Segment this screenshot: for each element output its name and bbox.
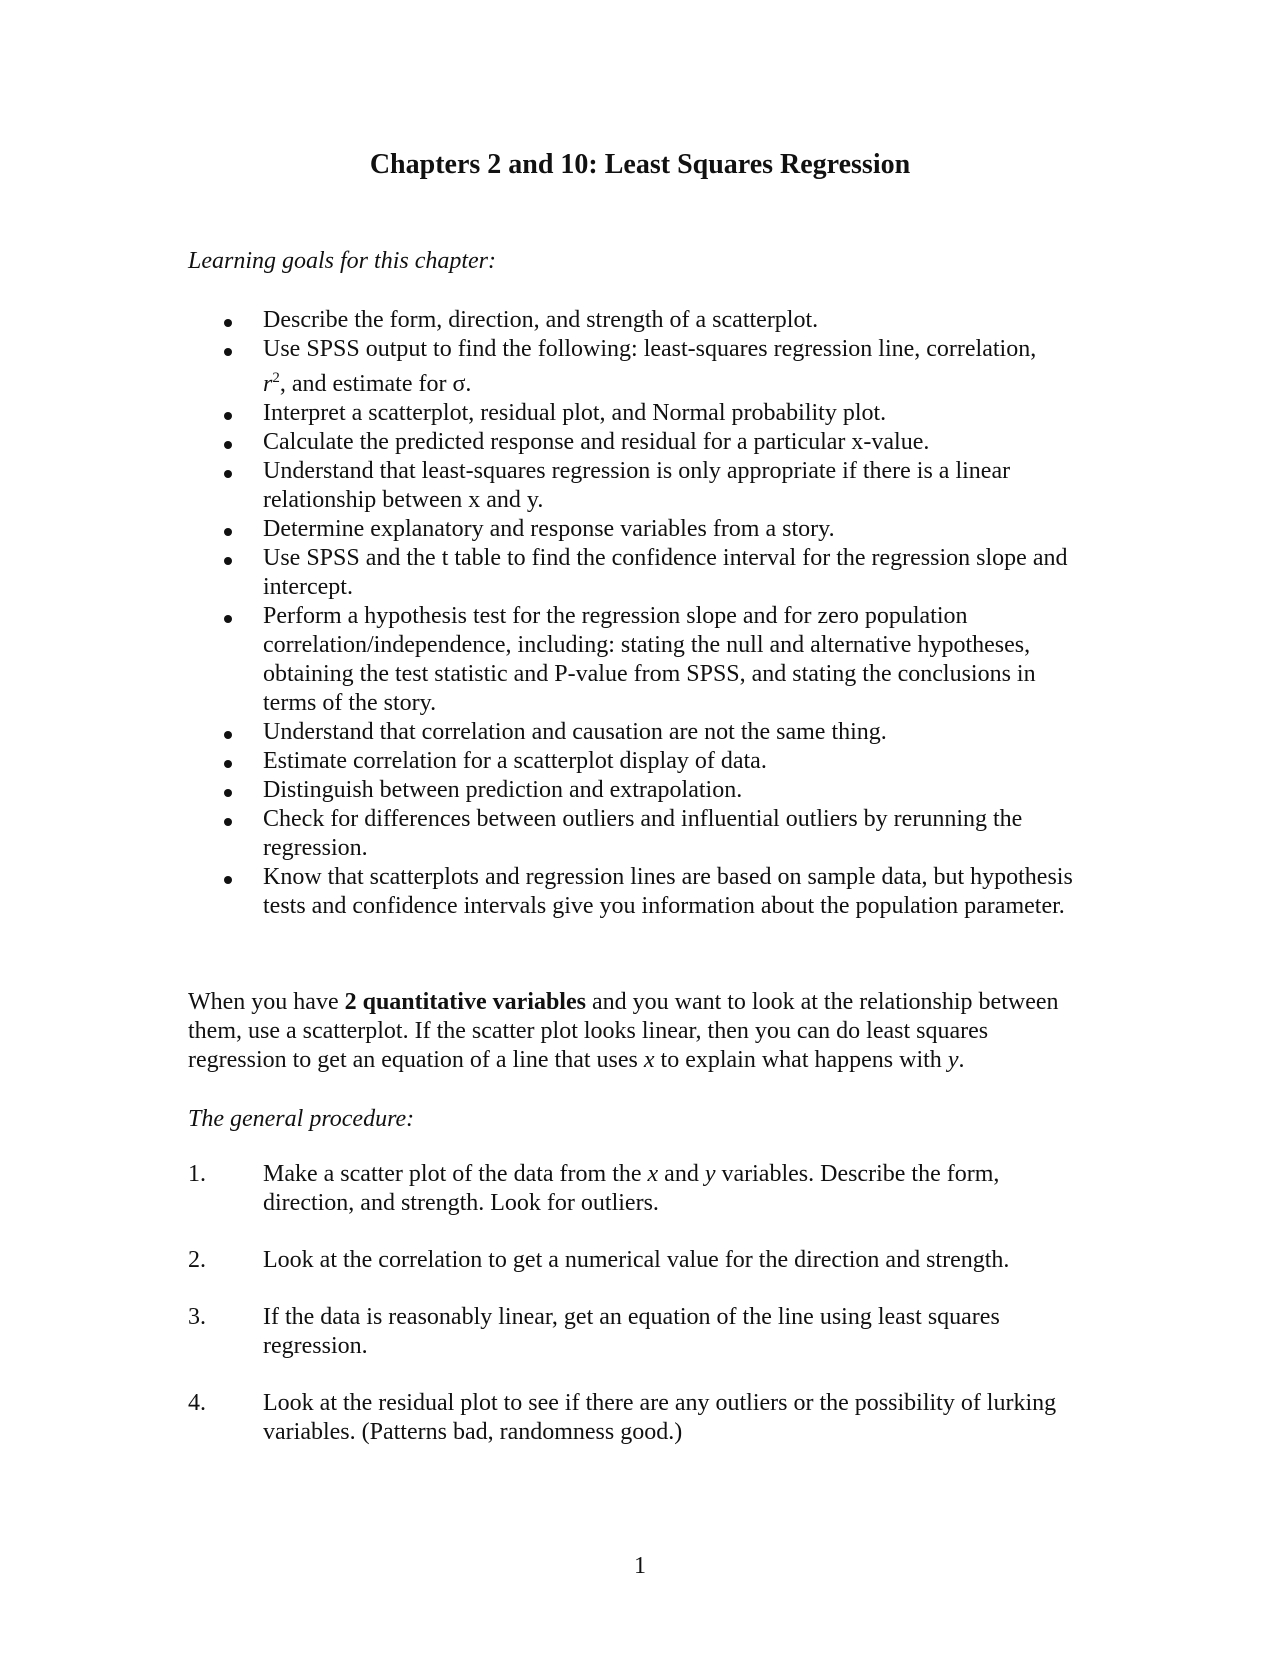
list-item: Interpret a scatterplot, residual plot, and Normal probability plot. — [0, 399, 1083, 428]
bullet-icon — [224, 319, 232, 327]
bullet-icon — [224, 412, 232, 420]
bullet-icon — [224, 528, 232, 536]
bullet-icon — [224, 615, 232, 623]
y-variable: y — [947, 1047, 959, 1073]
list-item: Describe the form, direction, and strength of a scatterplot. — [0, 306, 1083, 335]
step-number: 2. — [188, 1247, 206, 1273]
superscript-2: 2 — [272, 370, 280, 386]
list-item: Use SPSS and the t table to find the confidence interval for the regression slope and intercept. — [0, 544, 1083, 602]
step-text: Look at the residual plot to see if there are any outliers or the possibility of lurking variables. (Patterns bad, randomness good.) — [263, 1390, 1057, 1445]
step-text: Look at the correlation to get a numerical value for the direction and strength. — [263, 1247, 1010, 1273]
bullet-icon — [224, 731, 232, 739]
step-number: 3. — [188, 1304, 206, 1330]
list-item: Estimate correlation for a scatterplot display of data. — [0, 747, 1083, 776]
intro-paragraph: When you have 2 quantitative variables and you want to look at the relationship between them, use a scatterplot. If the scatter plot looks linear, then you can do least squares regression to get an equation of a line that uses x to explain what happens with y. — [188, 989, 1059, 1073]
x-variable: x — [643, 1047, 655, 1073]
bullet-icon — [224, 818, 232, 826]
list-item: Understand that least-squares regression is only appropriate if there is a linear relationship between x and y. — [0, 457, 1083, 515]
list-item: Understand that correlation and causation are not the same thing. — [0, 718, 1083, 747]
learning-goals-list — [0, 306, 1280, 921]
bullet-icon — [224, 876, 232, 884]
bullet-icon — [224, 441, 232, 449]
list-item: Distinguish between prediction and extrapolation. — [0, 776, 1083, 805]
list-item: Know that scatterplots and regression lines are based on sample data, but hypothesis tests and confidence intervals give you information about the population parameter. — [0, 863, 1083, 921]
step-number: 1. — [188, 1161, 206, 1187]
list-item: Perform a hypothesis test for the regression slope and for zero population correlation/independence, including: stating the null and alternative hypotheses, obtaining the test statistic and P-value from SPSS, and stating the conclusions in terms of the story. — [0, 602, 1083, 718]
step-text: If the data is reasonably linear, get an equation of the line using least squares regression. — [263, 1304, 1000, 1359]
bullet-icon — [224, 470, 232, 478]
page-number: 1 — [634, 1553, 646, 1579]
r-symbol: r — [263, 371, 273, 397]
bullet-icon — [224, 789, 232, 797]
learning-goals-heading: Learning goals for this chapter: — [188, 248, 497, 274]
emphasis-quantitative-variables: 2 quantitative variables — [344, 989, 586, 1015]
bullet-icon — [224, 557, 232, 565]
list-item: Determine explanatory and response variables from a story. — [0, 515, 1083, 544]
bullet-icon — [224, 760, 232, 768]
procedure-heading: The general procedure: — [188, 1106, 415, 1132]
list-item: Check for differences between outliers and influential outliers by rerunning the regression. — [0, 805, 1083, 863]
step-text: Make a scatter plot of the data from the x and y variables. Describe the form, direction, and strength. Look for outliers. — [263, 1161, 1000, 1216]
page-title: Chapters 2 and 10: Least Squares Regression — [369, 149, 911, 180]
bullet-icon — [224, 348, 232, 356]
list-item: Use SPSS output to find the following: least-squares regression line, correlation, $r^2$, and estimate for σ. — [0, 335, 1083, 399]
list-item: Calculate the predicted response and residual for a particular x-value. — [0, 428, 1083, 457]
step-number: 4. — [188, 1390, 206, 1416]
